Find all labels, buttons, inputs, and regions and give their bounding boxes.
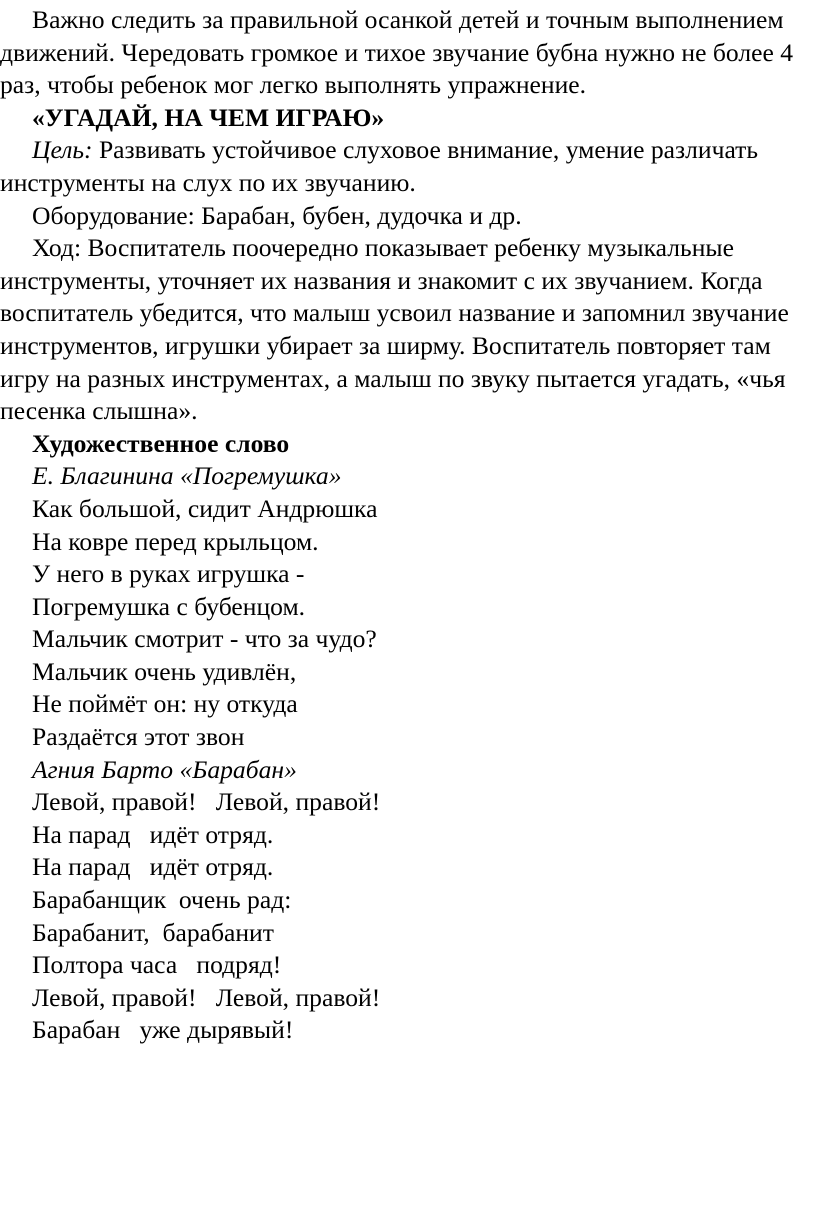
game-title: «УГАДАЙ, НА ЧЕМ ИГРАЮ»	[32, 102, 385, 132]
poem-line: Полтора часа подряд!	[32, 950, 282, 980]
poem-line: Погремушка с бубенцом.	[32, 591, 306, 621]
poem-line: Левой, правой! Левой, правой!	[32, 787, 381, 817]
poem-line: Барабанщик очень рад:	[32, 885, 292, 915]
poem-line: На парад идёт отряд.	[32, 852, 274, 882]
poem-line: Левой, правой! Левой, правой!	[32, 982, 381, 1012]
poem-line: На ковре перед крыльцом.	[32, 526, 319, 556]
intro-paragraph: Важно следить за правильной осанкой детей и точным выполнением движений. Чередовать громкое и тихое звучание бубна нужно не более 4 раз, чтобы ребенок мог легко выполнять упражнение.	[0, 5, 794, 100]
poem-line: Как большой, сидит Андрюшка	[32, 493, 378, 523]
art-word-heading: Художественное слово	[32, 428, 290, 458]
goal-paragraph	[0, 134, 812, 199]
poem1-lines	[0, 493, 812, 754]
poem-line: На парад идёт отряд.	[32, 819, 274, 849]
poem-line: Раздаётся этот звон	[32, 722, 245, 752]
poem-line: Барабанит, барабанит	[32, 917, 274, 947]
goal-label: Цель:	[32, 135, 93, 165]
poem-line: У него в руках игрушка -	[32, 559, 305, 589]
equipment-paragraph: Оборудование: Барабан, бубен, дудочка и др.	[32, 200, 522, 230]
poem-line: Мальчик очень удивлён,	[32, 656, 297, 686]
poem-line: Мальчик смотрит - что за чудо?	[32, 624, 377, 654]
poem1-author-title: Е. Благинина «Погремушка»	[32, 461, 342, 491]
procedure-paragraph: Ход: Воспитатель поочередно показывает ребенку музыкальные инструменты, уточняет их названия и знакомит с их звучанием. Когда воспитатель убедится, что малыш усвоил название и запомнил звучание инструментов, игрушки убирает за ширму. Воспитатель повторяет там игру на разных инструментах, а малыш по звуку пытается угадать, «чья песенка слышна».	[0, 233, 789, 426]
poem-line: Не поймёт он: ну откуда	[32, 689, 298, 719]
poem2-lines	[0, 786, 812, 1047]
goal-text: Развивать устойчивое слуховое внимание, умение различать инструменты на слух по их звучанию.	[0, 135, 759, 197]
poem2-author-title: Агния Барто «Барабан»	[32, 754, 297, 784]
poem-line: Барабан уже дырявый!	[32, 1015, 294, 1045]
